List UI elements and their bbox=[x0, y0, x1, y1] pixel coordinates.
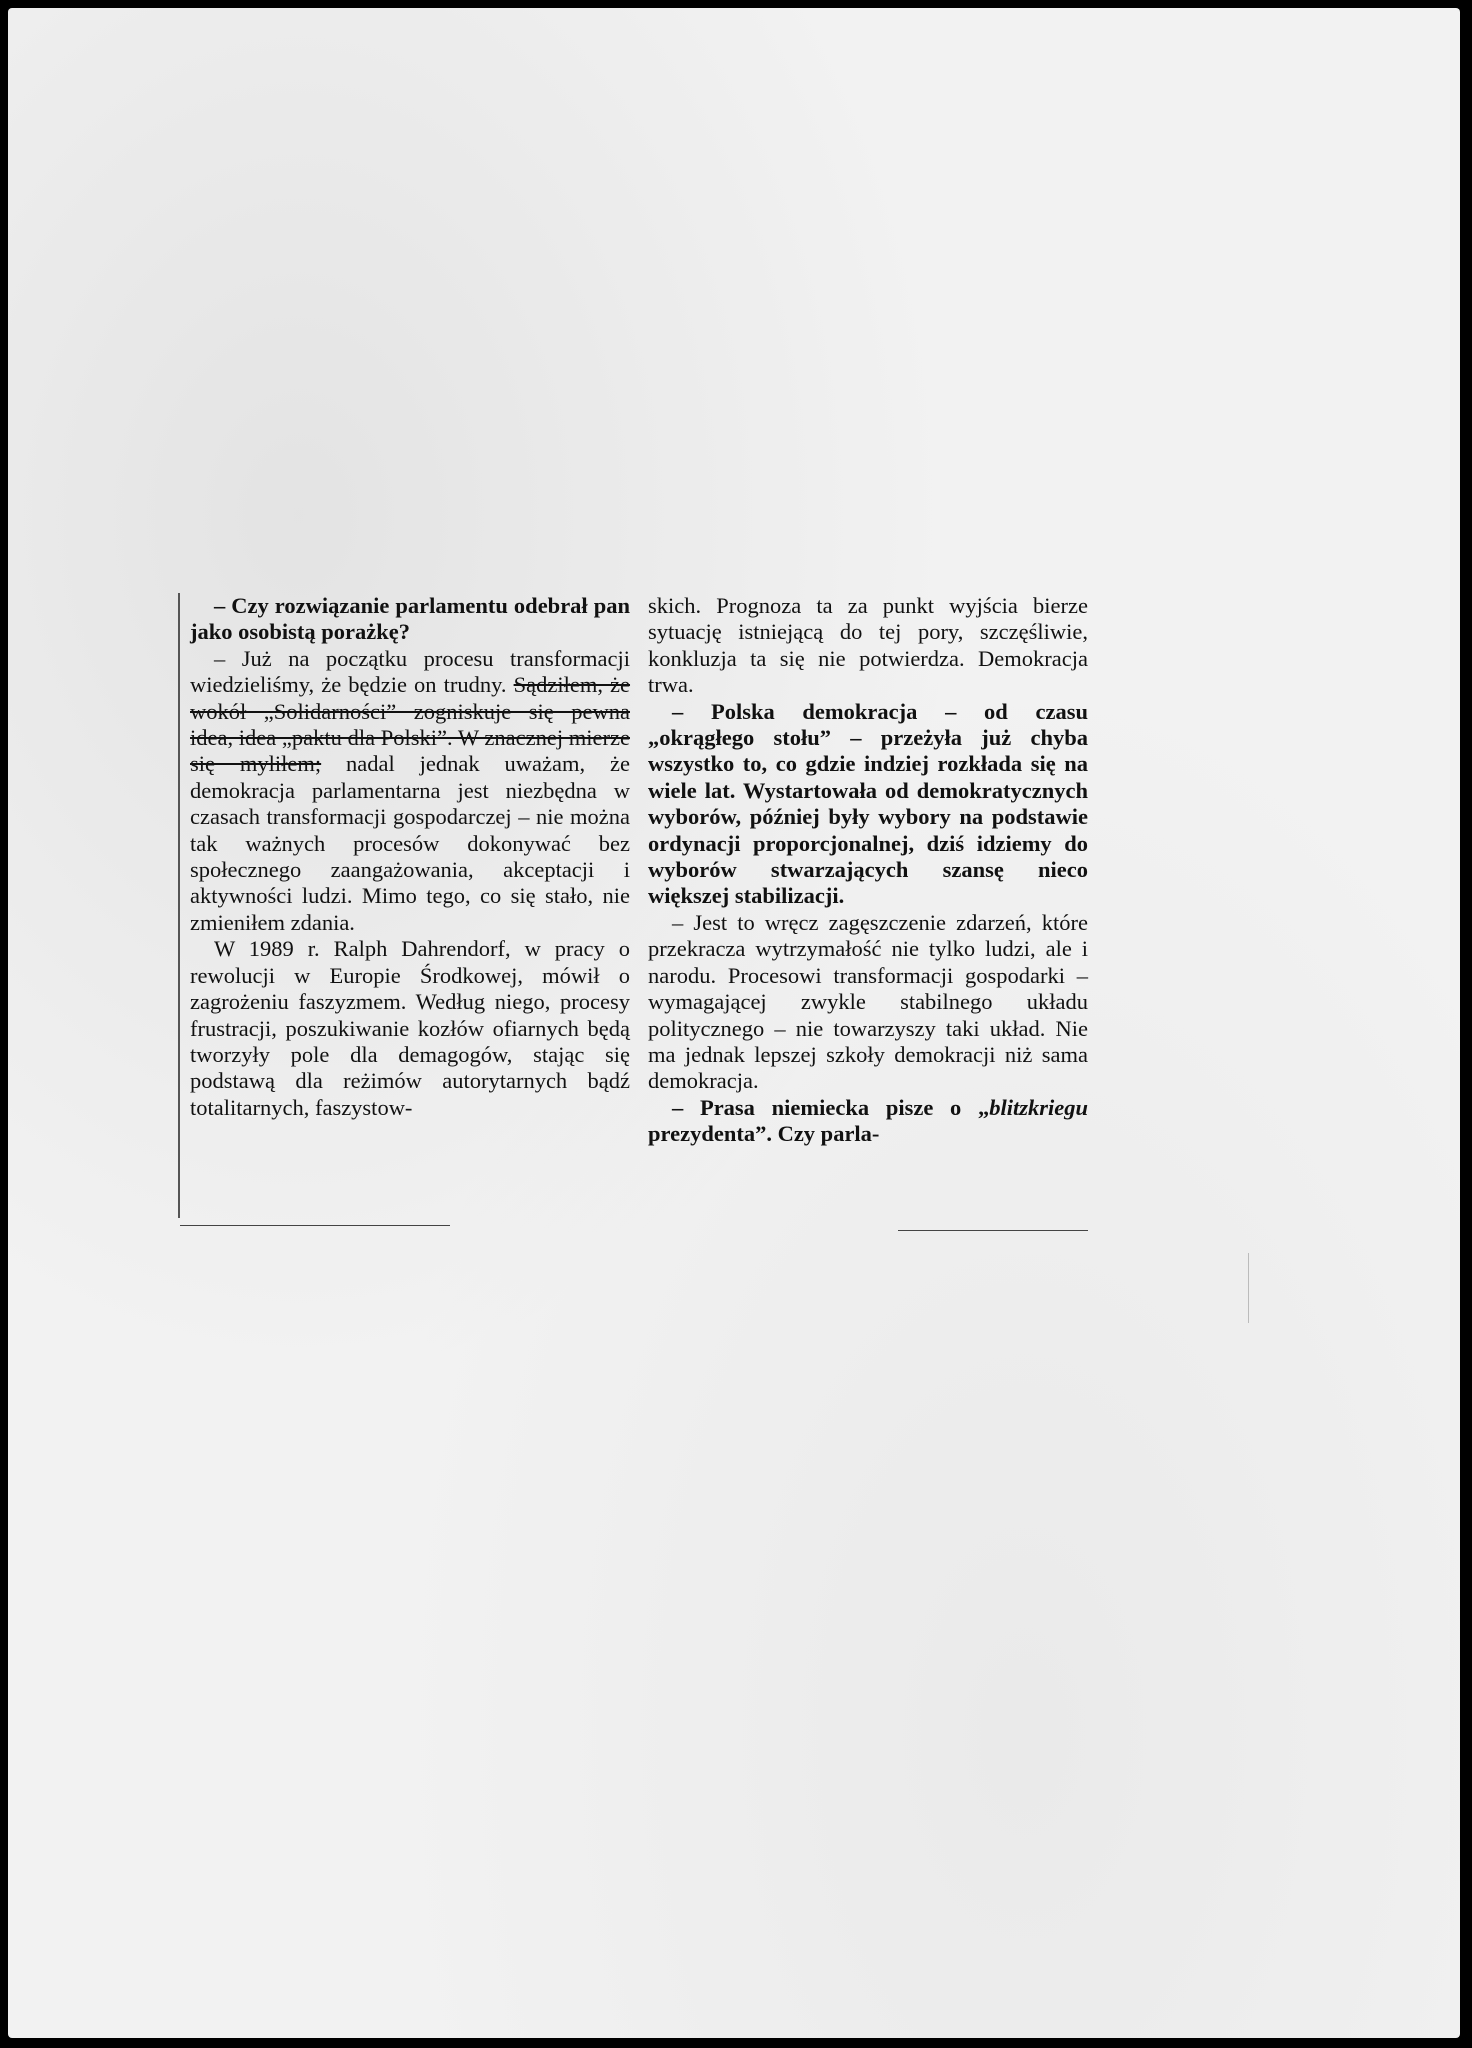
italic-term: blitzkriegu bbox=[989, 1094, 1088, 1120]
interview-question bbox=[648, 1095, 1088, 1148]
column-end-rule bbox=[898, 1230, 1088, 1231]
column-end-rule bbox=[180, 1225, 450, 1226]
interview-answer: – Jest to wręcz zagęszczenie zdarzeń, które przekracza wytrzymałość nie tylko ludzi, ale i narodu. Procesowi transformacji gospodarki – wymagającej zwykle stabilnego układu politycznego – nie towarzyszy taki układ. Nie ma jednak lepszej szkoły demokracji niż sama demokracja. bbox=[648, 909, 1088, 1094]
left-column bbox=[178, 593, 630, 1218]
body-paragraph: W 1989 r. Ralph Dahrendorf, w pracy o rewolucji w Europie Środkowej, mówił o zagrożeniu faszyzmem. Według niego, procesy frustracji, poszukiwanie kozłów ofiarnych będą tworzyły pole dla demagogów, stając się podstawą dla reżimów autorytarnych bądź totalitarnych, faszystow- bbox=[190, 936, 630, 1120]
interview-answer bbox=[190, 646, 630, 936]
answer-start: – Już na początku procesu transformacji wiedzieliśmy, że będzie on trudny. bbox=[190, 645, 630, 698]
question-text-end: prezydenta”. Czy parla- bbox=[648, 1121, 880, 1147]
interview-question: – Polska demokracja – od czasu „okrągłego stołu” – przeżyła już chyba wszystko to, co gdzie indziej rozkłada się na wiele lat. Wystartowała od demokratycznych wyborów, później były wybory na podstawie ordynacji proporcjonalnej, dziś idziemy do wyborów stwarzających szansę nieco większej stabilizacji. bbox=[648, 698, 1088, 909]
answer-end: nadal jednak uważam, że demokracja parlamentarna jest niezbędna w czasach transformacji gospodarczej – nie można tak ważnych procesów dokonywać bez społecznego zaangażowania, akceptacji i aktywności ludzi. Mimo tego, co się stało, nie zmieniłem zdania. bbox=[190, 751, 630, 935]
question-text: – Prasa niemiecka pisze o „ bbox=[672, 1094, 990, 1120]
interview-question: – Czy rozwiązanie parlamentu odebrał pan jako osobistą porażkę? bbox=[190, 593, 630, 645]
clipping-edge bbox=[1248, 1253, 1249, 1323]
newspaper-clipping bbox=[168, 593, 1098, 1228]
struck-through-text: Sądziłem, że wokół „Solidarności” zogniskuje się pewna idea, idea „paktu dla Polski”. W znacznej mierze się myliłem; bbox=[190, 672, 631, 777]
scanned-page bbox=[8, 8, 1460, 2038]
right-column bbox=[648, 593, 1088, 1148]
body-paragraph: skich. Prognoza ta za punkt wyjścia bierze sytuację istniejącą do tej pory, szczęśliwie, konkluzja ta się nie potwierdza. Demokracja trwa. bbox=[648, 593, 1088, 698]
